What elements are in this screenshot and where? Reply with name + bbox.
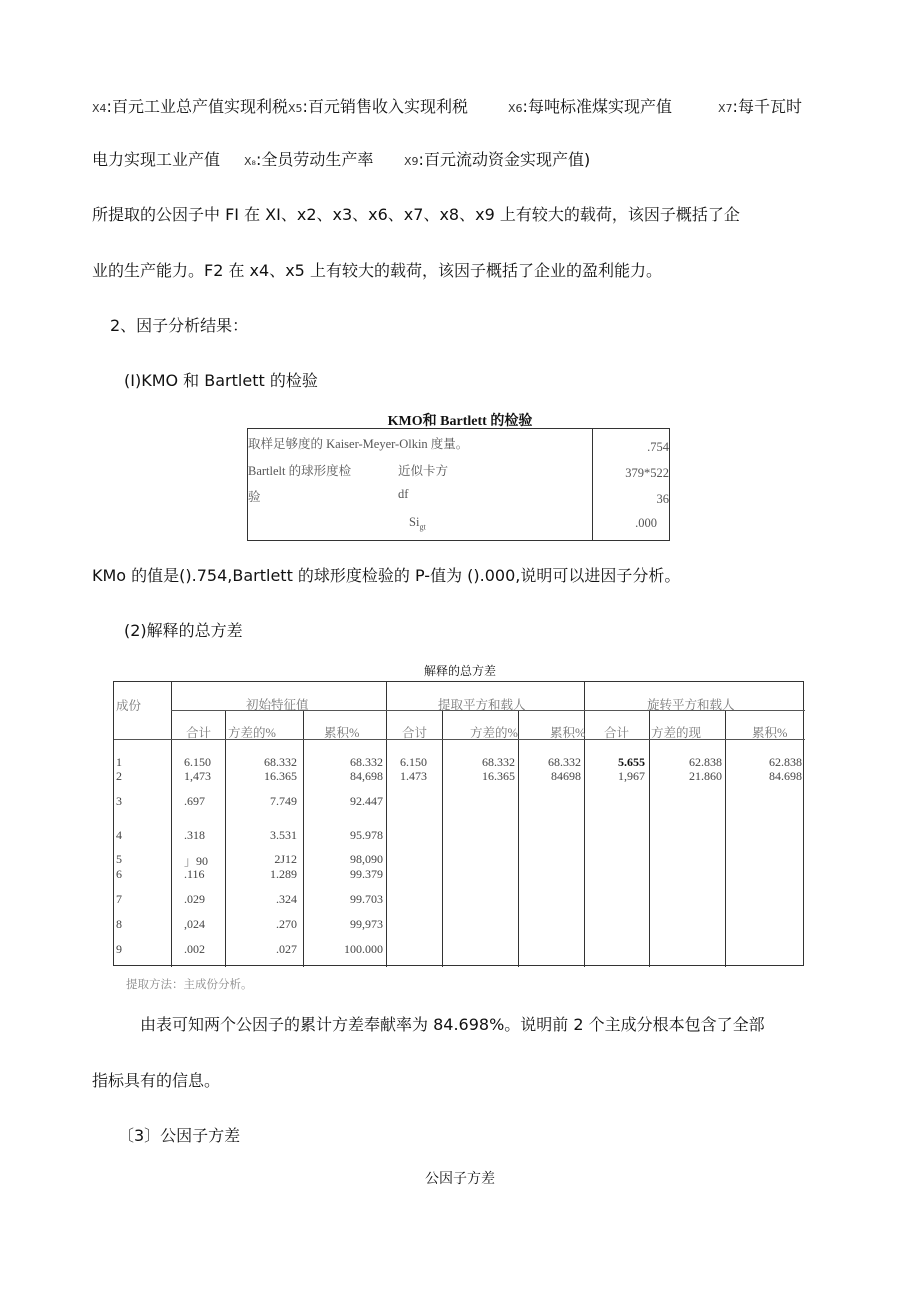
x9-definition: [404, 147, 590, 170]
kmo-row2-label-a: Bartlelt 的球形度检: [248, 464, 352, 478]
cell-cu-row-4: 95.978: [350, 828, 383, 842]
cell-rp-row-1: 62.838: [689, 755, 722, 769]
cell-p-row-8: .270: [276, 917, 297, 931]
x4-text: :百元工业总产值实现利税: [106, 97, 288, 116]
kmo-interpretation: KMo 的值是().754,Bartlett 的球形度检验的 P-值为 ().000,说明可以进因子分析。: [92, 566, 681, 585]
header-extraction: 提取平方和载人: [438, 698, 526, 712]
vline-ext-2: [518, 710, 519, 967]
cell-p-row-9: .027: [276, 942, 297, 956]
x8-text: :全员劳动生产率: [255, 150, 374, 169]
variance-table-note: 提取方法：主成份分析。: [126, 979, 253, 991]
cell-c-row-6: 6: [116, 867, 122, 881]
kmo-title-rest: 和 Bartlett 的检验: [422, 414, 533, 429]
hline-header-bottom: [114, 739, 805, 740]
x5-text: :百元销售收入实现利税: [302, 97, 468, 116]
kmo-row4-label-main: Si: [409, 515, 420, 529]
kmo-row2-label-b: 近似卡方: [398, 464, 449, 478]
cell-t-row-7: .029: [184, 892, 205, 906]
kmo-row3-label-b: df: [398, 487, 409, 501]
subheader-cum-2: 累积%: [550, 726, 586, 740]
cell-ep-row-2: 16.365: [482, 769, 515, 783]
x7-text: :每千瓦时: [732, 97, 802, 116]
subheader-pct-1: 方差的%: [228, 726, 276, 740]
cell-p-row-5: 2J12: [274, 852, 297, 866]
subheader-pct-2: 方差的%: [470, 726, 518, 740]
vline-init-1: [225, 710, 226, 967]
cell-t-row-6: .116: [184, 867, 205, 881]
kmo-row4-value: .000: [635, 516, 657, 530]
variance-interpretation-1: 由表可知两个公因子的累计方差奉献率为 84.698%。说明前 2 个主成分根本包含了全部: [140, 1015, 765, 1034]
x6-definition: [508, 94, 672, 117]
cell-p-row-7: .324: [276, 892, 297, 906]
cell-cu-row-9: 100.000: [344, 942, 383, 956]
vline-rot-2: [725, 710, 726, 967]
cell-t-row-9: .002: [184, 942, 205, 956]
header-component: 成份: [116, 699, 142, 713]
cell-p-row-1: 68.332: [264, 755, 297, 769]
vline-init-2: [303, 710, 304, 967]
cell-rp-row-2: 21.860: [689, 769, 722, 783]
x9-label: X9: [404, 155, 419, 168]
kmo-row4-label: [409, 515, 426, 532]
kmo-row3-value: 36: [656, 492, 669, 506]
cell-rc-row-2: 84.698: [769, 769, 802, 783]
kmo-table-title: [0, 410, 920, 430]
x7-continuation: 电力实现工业产值: [92, 150, 221, 169]
cell-ec-row-1: 68.332: [548, 755, 581, 769]
cell-c-row-7: 7: [116, 892, 122, 906]
x6-label: X6: [508, 102, 523, 115]
paragraph-f2-loading: 业的生产能力。F2 在 x4、x5 上有较大的载荷，该因子概括了企业的盈利能力。: [92, 261, 662, 280]
cell-p-row-4: 3.531: [270, 828, 297, 842]
x8-definition: [244, 147, 373, 170]
cell-rc-row-1: 62.838: [769, 755, 802, 769]
cell-t-row-4: .318: [184, 828, 205, 842]
section-heading-results: 2、因子分析结果：: [110, 316, 249, 335]
cell-c-row-3: 3: [116, 794, 122, 808]
cell-c-row-2: 2: [116, 769, 122, 783]
cell-c-row-9: 9: [116, 942, 122, 956]
cell-cu-row-5: 98,090: [350, 852, 383, 866]
cell-rt-row-1: 5.655: [618, 755, 645, 769]
header-rotation: 旋转平方和载人: [647, 698, 735, 712]
cell-et-row-1: 6.150: [400, 755, 427, 769]
x5-definition: [288, 94, 468, 117]
cell-cu-row-2: 84,698: [350, 769, 383, 783]
subheader-cum-1: 累积%: [324, 726, 360, 740]
vline-rot-1: [649, 710, 650, 967]
kmo-column-divider: [592, 429, 593, 540]
x7-label: X7: [718, 102, 733, 115]
kmo-row3-label-a: 验: [248, 490, 261, 504]
x4-label: X4: [92, 102, 107, 115]
cell-t-row-1: 6.150: [184, 755, 211, 769]
cell-t-row-2: 1,473: [184, 769, 211, 783]
subheading-communalities: 〔3〕公因子方差: [118, 1126, 241, 1145]
x8-label: X₈: [244, 155, 256, 168]
x6-text: :每吨标准煤实现产值: [522, 97, 672, 116]
kmo-row2-value: 379*522: [625, 466, 669, 480]
cell-et-row-2: 1.473: [400, 769, 427, 783]
variable-definitions-line-1: [92, 94, 288, 117]
vline-component: [171, 682, 172, 967]
x9-text: :百元流动资金实现产值): [418, 150, 591, 169]
cell-cu-row-8: 99,973: [350, 917, 383, 931]
cell-ec-row-2: 84698: [551, 769, 581, 783]
cell-cu-row-3: 92.447: [350, 794, 383, 808]
cell-p-row-2: 16.365: [264, 769, 297, 783]
kmo-title-bold: KMO: [387, 414, 423, 429]
cell-c-row-4: 4: [116, 828, 122, 842]
kmo-row1-label: 取样足够度的 Kaiser-Meyer-Olkin 度量。: [248, 437, 469, 451]
communalities-table-title: 公因子方差: [425, 1171, 495, 1187]
cell-cu-row-6: 99.379: [350, 867, 383, 881]
kmo-row1-value: .754: [647, 440, 669, 454]
cell-c-row-1: 1: [116, 755, 122, 769]
subheading-kmo: (I)KMO 和 Bartlett 的检验: [124, 371, 318, 390]
vline-ext-1: [442, 710, 443, 967]
variance-interpretation-2: 指标具有的信息。: [92, 1071, 221, 1090]
cell-t-row-3: .697: [184, 794, 205, 808]
cell-ep-row-1: 68.332: [482, 755, 515, 769]
x7-definition: [718, 94, 802, 117]
subheader-total-2: 合讨: [402, 726, 428, 740]
cell-c-row-5: 5: [116, 852, 122, 866]
subheader-pct-3: 方差的现: [651, 726, 702, 740]
variance-table: [113, 681, 804, 966]
cell-cu-row-7: 99.703: [350, 892, 383, 906]
subheader-total-1: 合计: [186, 726, 212, 740]
kmo-row4-label-sub: gt: [419, 522, 426, 532]
kmo-table: [247, 428, 670, 541]
cell-t-row-5: 」90: [184, 854, 209, 868]
cell-c-row-8: 8: [116, 917, 122, 931]
cell-p-row-3: 7.749: [270, 794, 297, 808]
cell-rt-row-2: 1,967: [618, 769, 645, 783]
variance-table-title: 解释的总方差: [423, 664, 496, 678]
paragraph-f1-loading: 所提取的公因子中 FI 在 XI、x2、x3、x6、x7、x8、x9 上有较大的载荷，该因子概括了企: [92, 205, 740, 224]
header-initial-eigenvalues: 初始特征值: [246, 698, 309, 712]
subheading-variance: (2)解释的总方差: [124, 621, 243, 640]
subheader-total-3: 合计: [604, 726, 630, 740]
vline-initial: [386, 682, 387, 967]
subheader-cum-3: 累积%: [752, 726, 788, 740]
cell-t-row-8: ,024: [184, 917, 205, 931]
x5-label: X5: [288, 102, 303, 115]
cell-p-row-6: 1.289: [270, 867, 297, 881]
cell-cu-row-1: 68.332: [350, 755, 383, 769]
